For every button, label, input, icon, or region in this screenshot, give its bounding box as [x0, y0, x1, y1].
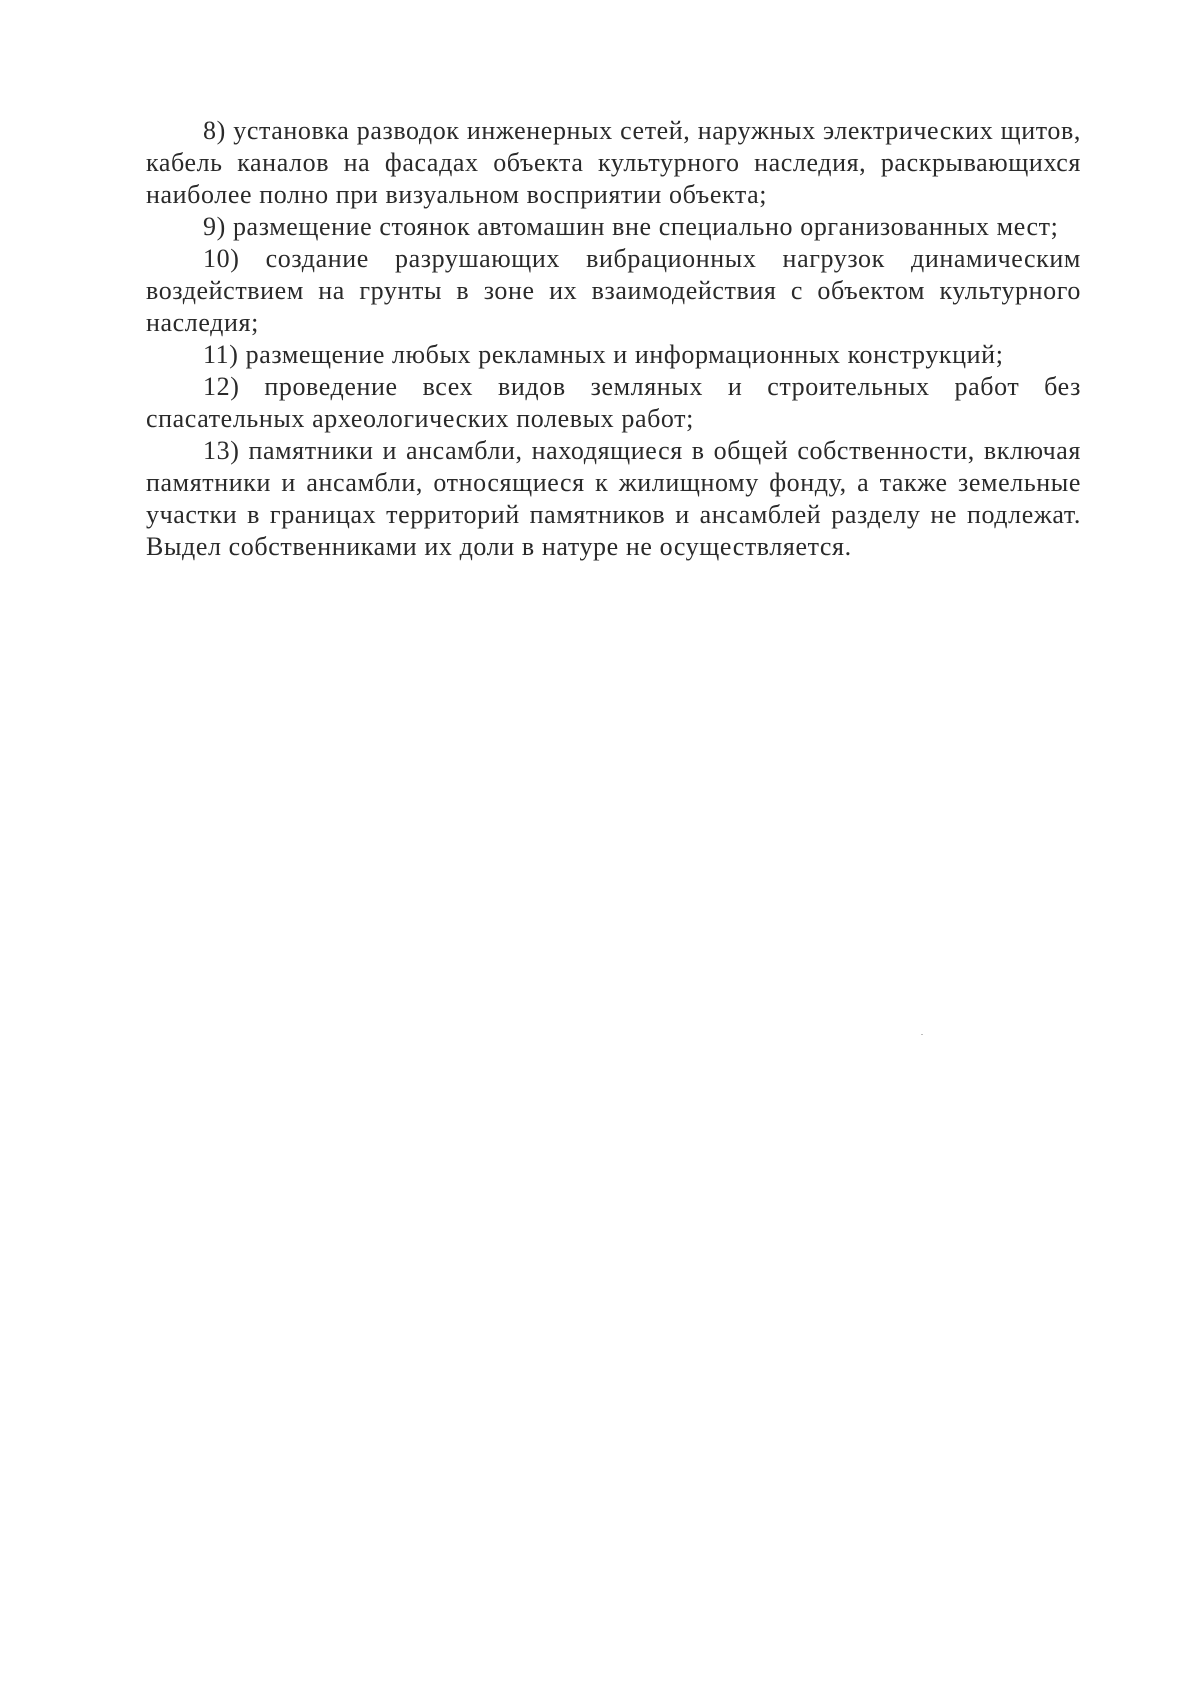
list-item-13: 13) памятники и ансамбли, находящиеся в общей собственности, включая памятники и ансамбли, относящиеся к жилищному фонду, а также земельные участки в границах территорий памятников и ансамблей разделу не подлежат. Выдел собственниками их доли в натуре не осуществляется. — [146, 436, 1081, 561]
list-item-8: 8) установка разводок инженерных сетей, наружных электрических щитов, кабель каналов на фасадах объекта культурного наследия, раскрывающихся наиболее полно при визуальном восприятии объекта; — [146, 116, 1081, 209]
scan-speck — [921, 1034, 923, 1035]
list-item-10: 10) создание разрушающих вибрационных нагрузок динамическим воздействием на грунты в зоне их взаимодействия с объектом культурного наследия; — [146, 244, 1081, 337]
list-item-9: 9) размещение стоянок автомашин вне специально организованных мест; — [203, 212, 1059, 241]
document-body — [146, 115, 1081, 563]
list-item-11: 11) размещение любых рекламных и информационных конструкций; — [203, 340, 1004, 369]
list-item-12: 12) проведение всех видов земляных и строительных работ без спасательных археологических полевых работ; — [146, 372, 1081, 433]
